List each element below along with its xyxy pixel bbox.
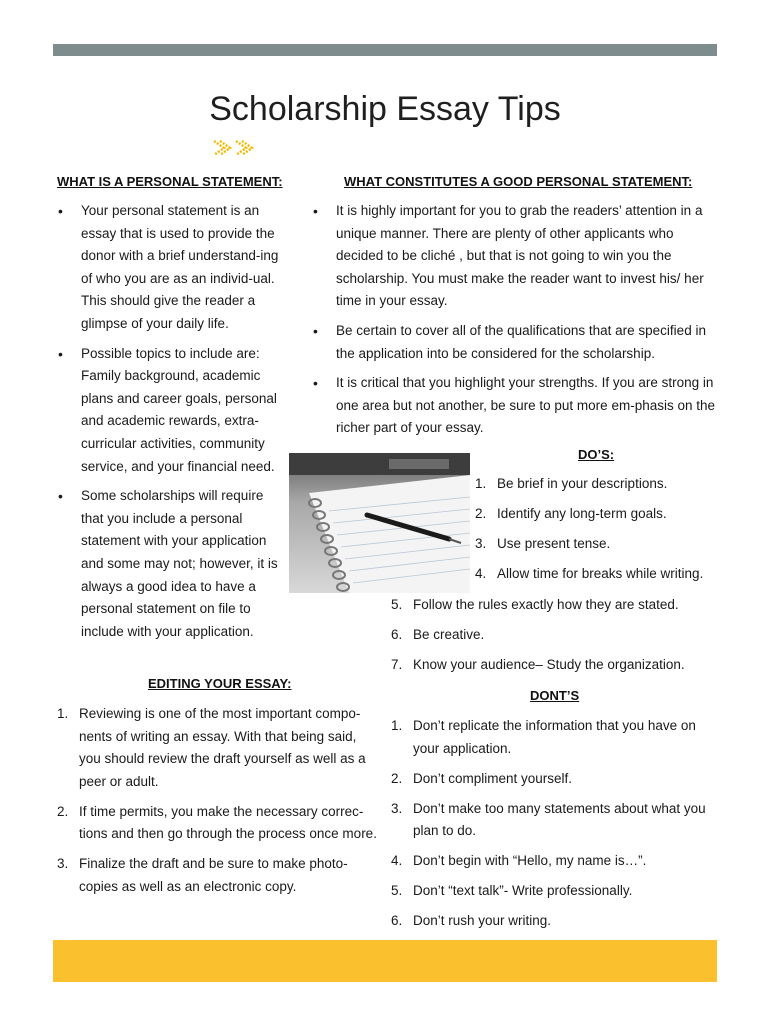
- donts-heading: DONT’S: [530, 688, 580, 703]
- list-item: • Possible topics to include are: Family background, academic plans and career goals, personal and academic rewards, extra-curricular activities, community service, and your financial need.: [55, 343, 283, 479]
- list-item: 5. Follow the rules exactly how they are stated.: [391, 597, 679, 612]
- list-item: 2. If time permits, you make the necessary correc-tions and then go through the process once more.: [57, 803, 377, 842]
- donts-list: [391, 715, 721, 933]
- page-title: Scholarship Essay Tips: [209, 90, 561, 128]
- list-item: 7. Know your audience– Study the organization.: [391, 656, 685, 672]
- dos-heading: DO’S:: [578, 447, 615, 462]
- good-statement-list: [310, 200, 720, 447]
- list-item: 5. Don’t “text talk”- Write professionally.: [391, 883, 633, 899]
- list-item: 1. Don’t replicate the information that you have on your application.: [391, 718, 696, 756]
- list-item: 2. Don’t compliment yourself.: [391, 770, 573, 786]
- editing-list: [57, 703, 377, 899]
- list-item: • It is critical that you highlight your strengths. If you are strong in one area but not another, be sure to put more em-phasis on the richer part of your essay.: [310, 372, 720, 440]
- list-item: • Some scholarships will require that you include a personal statement with your application and some may not; however, it is always a good idea to have a personal statement on file to include with your application.: [55, 485, 283, 643]
- list-item: 2. Identify any long-term goals.: [475, 505, 667, 521]
- list-item: • It is highly important for you to grab the readers’ attention in a unique manner. There are plenty of other applicants who decided to be cliché , but that is not going to win you the scholarship. You must make the reader want to invest his/ her time in your essay.: [310, 200, 720, 313]
- good-statement-heading: WHAT CONSTITUTES A GOOD PERSONAL STATEMENT:: [344, 174, 693, 189]
- dos-list-top: [475, 473, 725, 586]
- list-item: • Be certain to cover all of the qualifications that are specified in the application into be considered for the scholarship.: [310, 320, 720, 365]
- personal-statement-heading: WHAT IS A PERSONAL STATEMENT:: [57, 174, 283, 189]
- bottom-accent-bar: [53, 940, 717, 982]
- double-chevron-arrows-icon: [212, 139, 256, 157]
- list-item: 1. Reviewing is one of the most important compo-nents of writing an essay. With that being said, you should review the draft yourself as well as a peer or adult.: [57, 706, 366, 789]
- list-item: 3. Don’t make too many statements about what you plan to do.: [391, 800, 706, 839]
- list-item: 4. Don’t begin with “Hello, my name is…”.: [391, 853, 647, 869]
- list-item: • Your personal statement is an essay that is used to provide the donor with a brief understand-ing of who you are as an individ-ual. This should give the reader a glimpse of your daily life.: [55, 200, 283, 336]
- list-item: 1. Be brief in your descriptions.: [475, 476, 668, 491]
- list-item: 6. Be creative.: [391, 626, 485, 642]
- list-item: 3. Use present tense.: [475, 535, 611, 551]
- notebook-pen-photo: [289, 453, 470, 593]
- dos-list-bottom: [391, 594, 721, 677]
- list-item: 6. Don’t rush your writing.: [391, 913, 552, 929]
- top-accent-bar: [53, 44, 717, 56]
- list-item: 4. Allow time for breaks while writing.: [475, 565, 704, 581]
- personal-statement-list: [55, 200, 283, 650]
- editing-heading: EDITING YOUR ESSAY:: [148, 676, 292, 691]
- list-item: 3. Finalize the draft and be sure to make photo-copies as well as an electronic copy.: [57, 856, 348, 894]
